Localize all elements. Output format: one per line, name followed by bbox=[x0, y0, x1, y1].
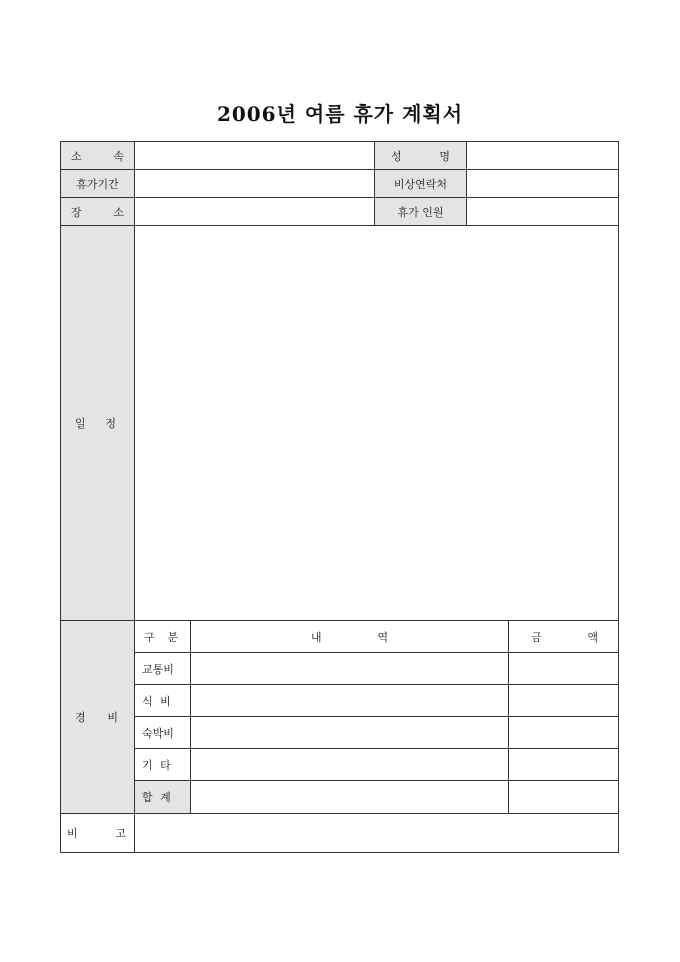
schedule-label: 일 정 bbox=[60, 225, 135, 621]
remarks-label: 비 고 bbox=[60, 813, 135, 853]
amount-header: 금 액 bbox=[508, 620, 619, 653]
expense-details-field[interactable] bbox=[190, 716, 509, 749]
expense-row-label: 숙박비 bbox=[134, 716, 191, 749]
emergency-contact-field[interactable] bbox=[466, 169, 619, 198]
expense-amount-field[interactable] bbox=[508, 684, 619, 717]
total-amount-field[interactable] bbox=[508, 780, 619, 814]
expense-amount-field[interactable] bbox=[508, 748, 619, 781]
total-label: 합 계 bbox=[134, 780, 191, 814]
expense-details-field[interactable] bbox=[190, 684, 509, 717]
document-title: 2006년 여름 휴가 계획서 bbox=[216, 102, 464, 126]
personnel-label: 휴가 인원 bbox=[374, 197, 467, 226]
details-header: 내 역 bbox=[190, 620, 509, 653]
affiliation-field[interactable] bbox=[134, 141, 375, 170]
expense-row-label: 교통비 bbox=[134, 652, 191, 685]
form-grid bbox=[60, 141, 619, 853]
expense-details-field[interactable] bbox=[190, 652, 509, 685]
expenses-label: 경 비 bbox=[60, 620, 135, 814]
place-label: 장 소 bbox=[60, 197, 135, 226]
name-label: 성 명 bbox=[374, 141, 467, 170]
schedule-field[interactable] bbox=[134, 225, 619, 621]
emergency-contact-label: 비상연락처 bbox=[374, 169, 467, 198]
period-field[interactable] bbox=[134, 169, 375, 198]
period-label: 휴가기간 bbox=[60, 169, 135, 198]
expense-amount-field[interactable] bbox=[508, 652, 619, 685]
expense-row-label: 기 타 bbox=[134, 748, 191, 781]
expense-row-label: 식 비 bbox=[134, 684, 191, 717]
name-field[interactable] bbox=[466, 141, 619, 170]
total-details-field[interactable] bbox=[190, 780, 509, 814]
place-field[interactable] bbox=[134, 197, 375, 226]
personnel-field[interactable] bbox=[466, 197, 619, 226]
expense-details-field[interactable] bbox=[190, 748, 509, 781]
affiliation-label: 소 속 bbox=[60, 141, 135, 170]
expense-amount-field[interactable] bbox=[508, 716, 619, 749]
remarks-field[interactable] bbox=[134, 813, 619, 853]
category-header: 구 분 bbox=[134, 620, 191, 653]
